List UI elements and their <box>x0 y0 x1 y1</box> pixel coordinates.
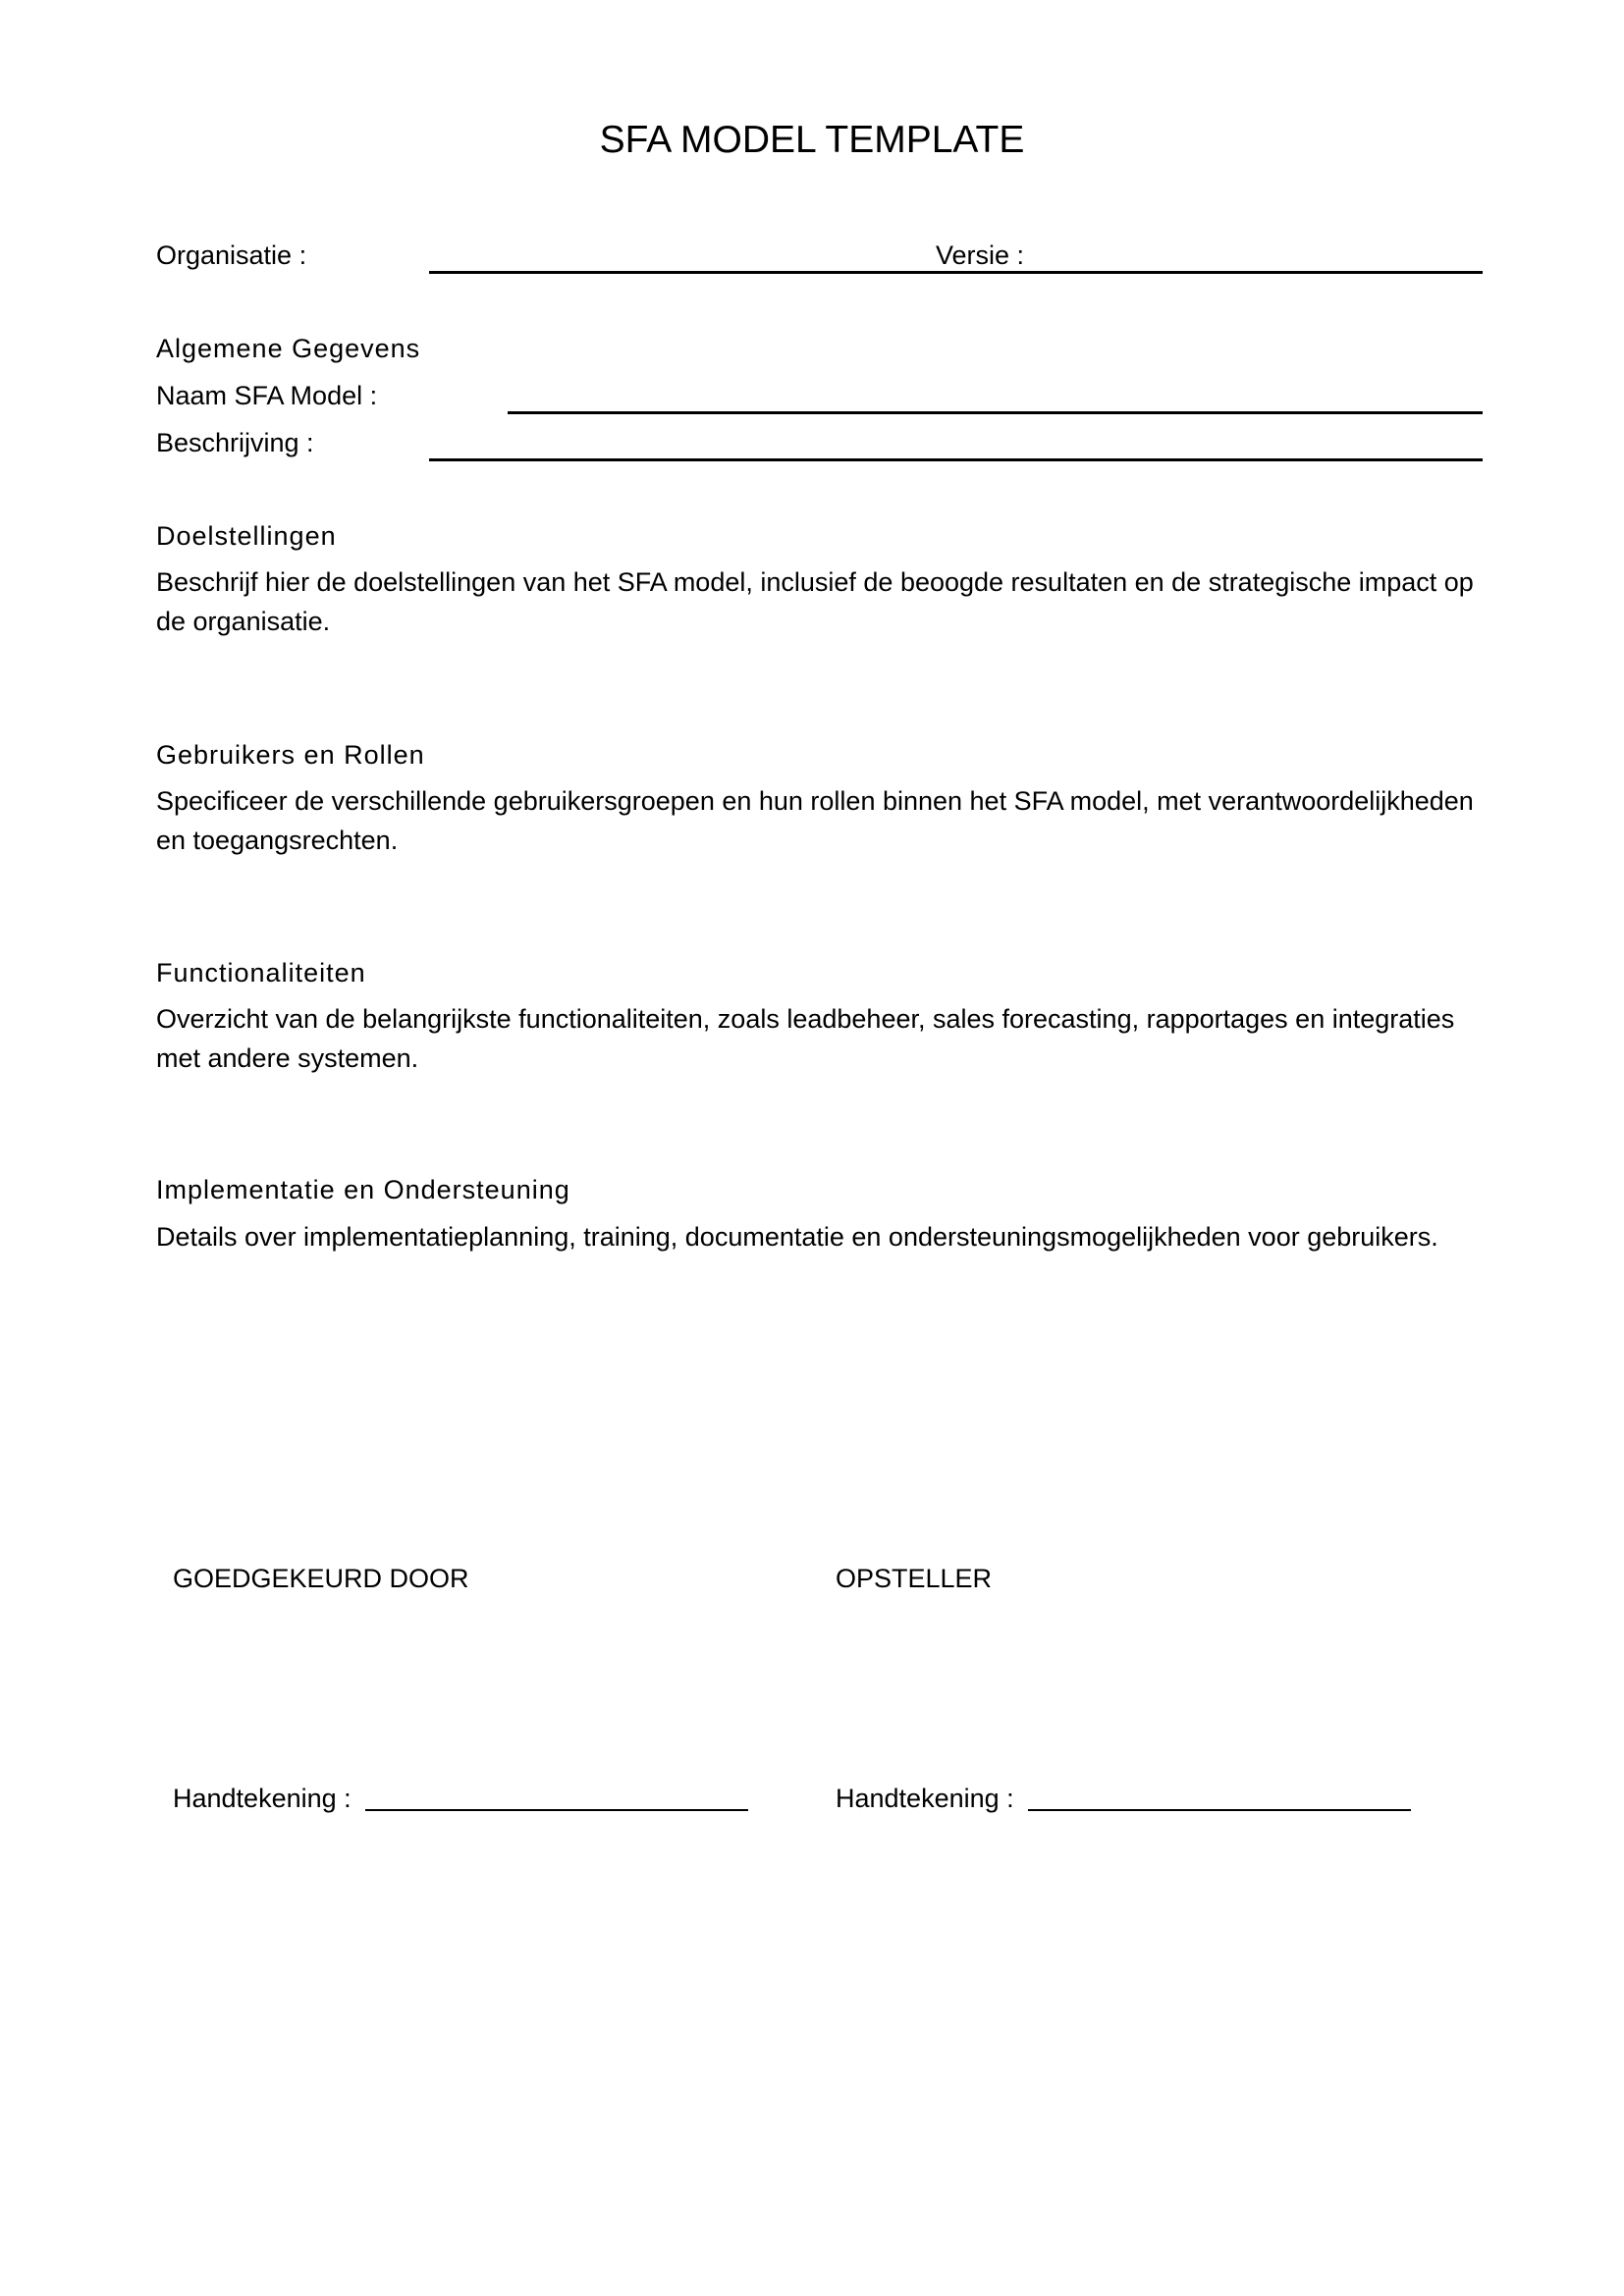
beschrijving-label: Beschrijving : <box>156 428 314 457</box>
section-heading-functionaliteiten: Functionaliteiten <box>156 958 366 988</box>
naam-sfa-model-field-line[interactable] <box>508 411 1483 414</box>
section-text-implementatie-en-ondersteuning: Details over implementatieplanning, training, documentatie en ondersteuningsmogelijkheden voor gebruikers. <box>156 1222 1438 1252</box>
goedgekeurd-door-label: GOEDGEKEURD DOOR <box>173 1564 469 1593</box>
signature-line-right[interactable] <box>1028 1809 1411 1811</box>
organisatie-label: Organisatie : <box>156 240 307 270</box>
handtekening-label-right: Handtekening : <box>836 1784 1014 1813</box>
section-text-gebruikers-en-rollen: Specificeer de verschillende gebruikersgroepen en hun rollen binnen het SFA model, met verantwoordelijkheden en toegangsrechten. <box>156 786 1474 855</box>
algemene-gegevens-heading: Algemene Gegevens <box>156 334 421 363</box>
beschrijving-field-line[interactable] <box>429 458 1483 461</box>
section-text-functionaliteiten: Overzicht van de belangrijkste functionaliteiten, zoals leadbeheer, sales forecasting, rapportages en integraties met andere systemen. <box>156 1004 1455 1073</box>
signature-line-left[interactable] <box>365 1809 748 1811</box>
section-heading-doelstellingen: Doelstellingen <box>156 521 337 551</box>
document-title: SFA MODEL TEMPLATE <box>599 119 1025 161</box>
section-text-doelstellingen: Beschrijf hier de doelstellingen van het SFA model, inclusief de beoogde resultaten en de strategische impact op de organisatie. <box>156 567 1474 636</box>
handtekening-label-left: Handtekening : <box>173 1784 352 1813</box>
naam-sfa-model-label: Naam SFA Model : <box>156 381 378 410</box>
versie-label: Versie : <box>936 240 1025 270</box>
opsteller-label: OPSTELLER <box>836 1564 993 1593</box>
section-heading-gebruikers-en-rollen: Gebruikers en Rollen <box>156 740 425 770</box>
section-heading-implementatie-en-ondersteuning: Implementatie en Ondersteuning <box>156 1175 570 1204</box>
